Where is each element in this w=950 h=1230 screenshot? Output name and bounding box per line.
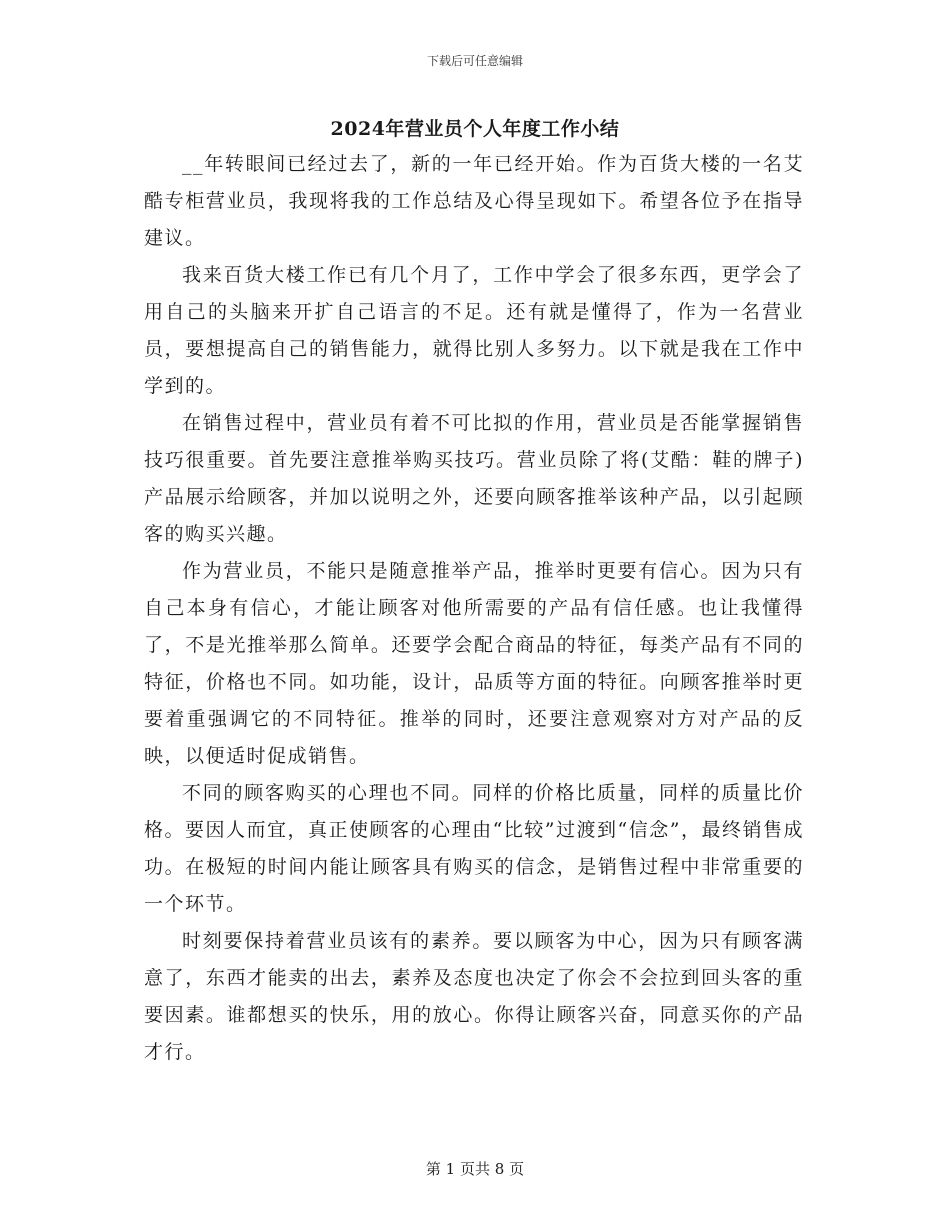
- paragraph: 我来百货大楼工作已有几个月了，工作中学会了很多东西，更学会了用自己的头脑来开扩自己语言的不足。还有就是懂得了，作为一名营业员，要想提高自己的销售能力，就得比别人多努力。以下就是我在工作中学到的。: [144, 264, 804, 397]
- paragraph: 在销售过程中，营业员有着不可比拟的作用，营业员是否能掌握销售技巧很重要。首先要注意推举购买技巧。营业员除了将(艾酷：鞋的牌子)产品展示给顾客，并加以说明之外，还要向顾客推举该种产品，以引起顾客的购买兴趣。: [144, 412, 804, 545]
- paragraph: 作为营业员，不能只是随意推举产品，推举时更要有信心。因为只有自己本身有信心，才能让顾客对他所需要的产品有信任感。也让我懂得了，不是光推举那么简单。还要学会配合商品的特征，每类产品有不同的特征，价格也不同。如功能，设计，品质等方面的特征。向顾客推举时更要着重强调它的不同特征。推举的同时，还要注意观察对方对产品的反映，以便适时促成销售。: [144, 560, 804, 767]
- paragraph: 时刻要保持着营业员该有的素养。要以顾客为中心，因为只有顾客满意了，东西才能卖的出去，素养及态度也决定了你会不会拉到回头客的重要因素。谁都想买的快乐，用的放心。你得让顾客兴奋，同意买你的产品才行。: [144, 930, 804, 1063]
- document-body: [144, 146, 804, 1071]
- page-number: 第 1 页共 8 页: [425, 1160, 525, 1178]
- paragraph: __年转眼间已经过去了，新的一年已经开始。作为百货大楼的一名艾酷专柜营业员，我现将我的工作总结及心得呈现如下。希望各位予在指导建议。: [144, 153, 804, 249]
- paragraph: 不同的顾客购买的心理也不同。同样的价格比质量，同样的质量比价格。要因人而宜，真正使顾客的心理由“比较”过渡到“信念”，最终销售成功。在极短的时间内能让顾客具有购买的信念，是销售过程中非常重要的一个环节。: [144, 782, 804, 915]
- document-title: 2024年营业员个人年度工作小结: [330, 118, 620, 140]
- page-header: 下载后可任意编辑: [426, 54, 523, 68]
